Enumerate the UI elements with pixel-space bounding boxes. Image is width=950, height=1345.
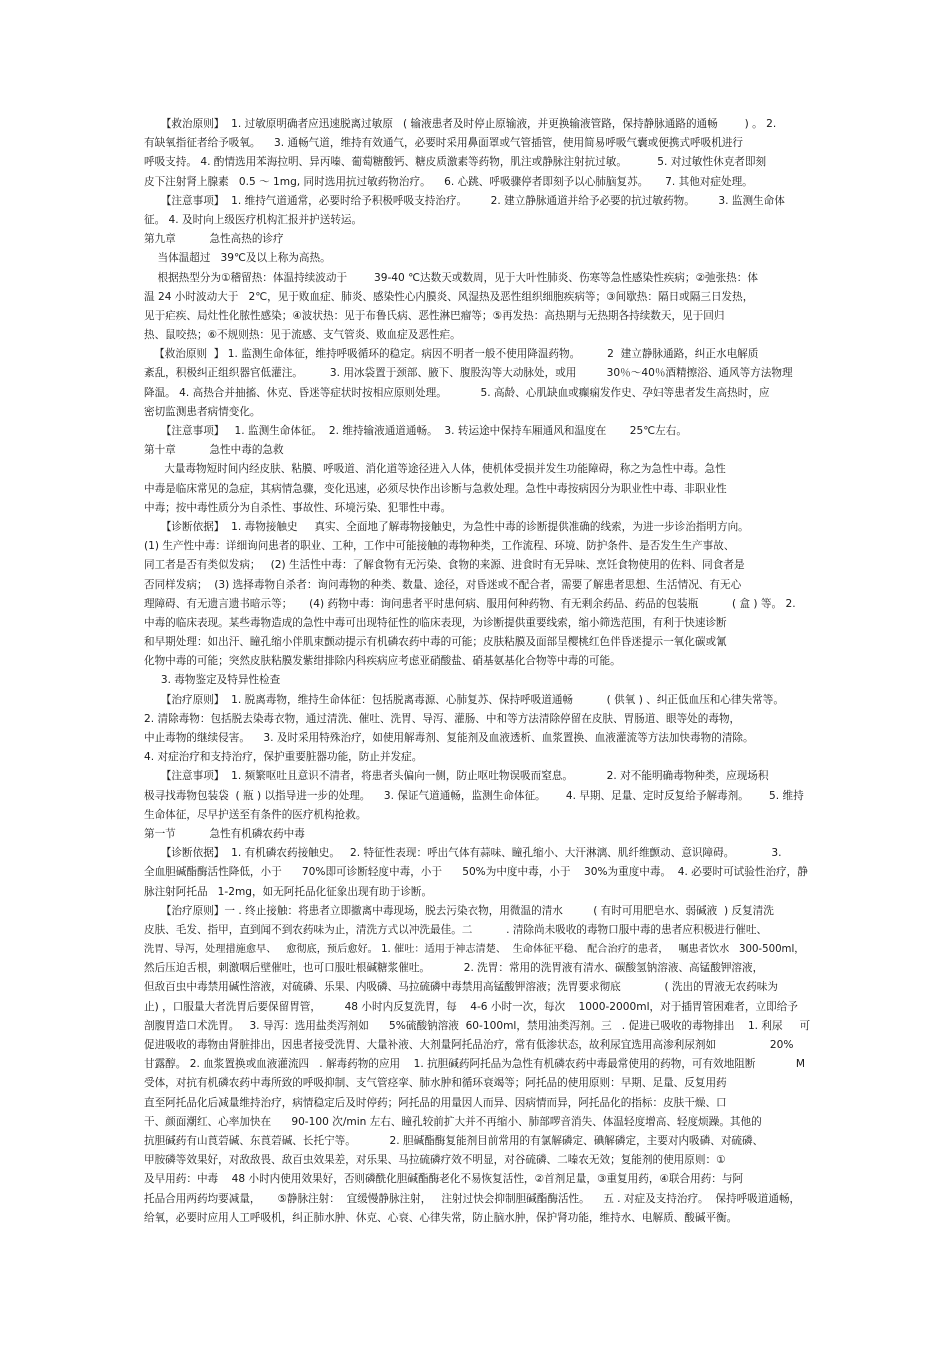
- text-line: 中毒的临床表现。某些毒物造成的急性中毒可出现特征性的临床表现，为诊断提供重要线索，缩小筛选范围，有利于快速诊断: [144, 616, 727, 629]
- text-line: 甘露醇。 2. 血浆置换或血液灌流四 . 解毒药物的应用 1. 抗胆碱药阿托品为急性有机磷农药中毒最常使用的药物，可有效地阻断 M: [144, 1058, 806, 1071]
- text-line: 受体，对抗有机磷农药中毒所致的呼吸抑制、支气管痉挛、肺水肿和循环衰竭等；阿托品的使用原则：早期、足量、反复用药: [144, 1077, 727, 1090]
- text-line: 止) ，口服量大者洗胃后要保留胃管， 48 小时内反复洗胃，每 4-6 小时一次，每次 1000-2000ml，对于插胃管困难者，立即给予: [144, 1000, 798, 1013]
- text-line: 中毒是临床常见的急症，其病情急骤，变化迅速，必须尽快作出诊断与急救处理。急性中毒按病因分为职业性中毒、非职业性: [144, 482, 727, 495]
- text-line: (1) 生产性中毒：详细询问患者的职业、工种，工作中可能接触的毒物种类，工作流程、环境、防护条件、是否发生生产事故、: [144, 540, 735, 553]
- text-line: 见于疟疾、局灶性化脓性感染；④波状热：见于布鲁氏病、恶性淋巴瘤等；⑤再发热：高热期与无热期各持续数天，见于回归: [144, 309, 725, 322]
- text-line: 直至阿托品化后减量维持治疗，病情稳定后及时停药；阿托品的用量因人而异、因病情而异，阿托品化的指标：皮肤干燥、口: [144, 1096, 727, 1109]
- text-line: 化物中毒的可能；突然皮肤粘膜发紫绀排除内科疾病应考虑亚硝酸盐、硝基氨基化合物等中毒的可能。: [144, 655, 621, 668]
- text-line: 干、颜面潮红、心率加快在 90-100 次/min 左右、瞳孔较前扩大并不再缩小、肺部啰音消失、体温轻度增高、轻度烦躁。其他的: [144, 1115, 762, 1128]
- text-line: 托品合用两药均要减量， ⑤静脉注射： 宜缓慢静脉注射， 注射过快会抑制胆碱酯酶活性。 五 . 对症及支持治疗。 保持呼吸道通畅，: [144, 1192, 801, 1205]
- text-line: 【救治原则 】 1. 监测生命体征，维持呼吸循环的稳定。病因不明者一般不使用降温药物。 2 建立静脉通路，纠正水电解质: [144, 348, 759, 361]
- text-line: 皮下注射肾上腺素 0.5 ～ 1mg, 同时选用抗过敏药物治疗。 6. 心跳、呼吸骤停者即刻予以心肺脑复苏。 7. 其他对症处理。: [144, 175, 753, 188]
- text-line: 2. 清除毒物：包括脱去染毒衣物，通过清洗、催吐、洗胃、导泻、灌肠、中和等方法清除停留在皮肤、胃肠道、眼等处的毒物，: [144, 712, 741, 725]
- text-line: 温 24 小时波动大于 2℃，见于败血症、肺炎、感染性心内膜炎、风湿热及恶性组织细胞疾病等；③间歇热：隔日或隔三日发热，: [144, 290, 754, 303]
- text-line: 4. 对症治疗和支持治疗，保护重要脏器功能，防止并发症。: [144, 751, 423, 764]
- text-line: 【治疗原则】一 . 终止接触：将患者立即撤离中毒现场，脱去污染衣物，用微温的清水 ( 有时可用肥皂水、弱碱液 ) 反复清洗: [144, 904, 774, 917]
- text-line: 第十章 急性中毒的急救: [144, 444, 284, 457]
- text-line: 和早期处理：如出汗、瞳孔缩小伴肌束颤动提示有机磷农药中毒的可能；皮肤粘膜及面部呈樱桃红色伴昏迷提示一氧化碳或氰: [144, 636, 727, 649]
- text-line: 极寻找毒物包装袋 ( 瓶 ) 以指导进一步的处理。 3. 保证气道通畅，监测生命体征。 4. 早期、足量、定时反复给予解毒剂。 5. 维持: [144, 789, 804, 802]
- text-line: 洗胃、导泻，处理措施愈早、 愈彻底，预后愈好。 1. 催吐：适用于神志清楚、 生命体征平稳、 配合治疗的患者， 嘱患者饮水 300-500ml，: [144, 944, 805, 956]
- text-line: 皮肤、毛发、指甲，直到闻不到农药味为止，清洗方式以冲洗最佳。二 . 清除尚未吸收的毒物口服中毒的患者应积极进行催吐、: [144, 923, 768, 936]
- text-line: 【治疗原则】 1. 脱离毒物，维持生命体征：包括脱离毒源、心肺复苏、保持呼吸道通畅 ( 供氧 ) 、纠正低血压和心律失常等。: [144, 693, 784, 706]
- text-line: 抗胆碱药有山莨菪碱、东莨菪碱、长托宁等。 2. 胆碱酯酶复能剂目前常用的有氯解磷定、碘解磷定，主要对内吸磷、对硫磷、: [144, 1134, 764, 1147]
- text-line: 【诊断依据】 1. 有机磷农药接触史。 2. 特征性表现：呼出气体有蒜味、瞳孔缩小、大汗淋漓、肌纤维颤动、意识障碍。 3.: [144, 847, 782, 860]
- text-line: 全血胆碱酯酶活性降低，小于 70%即可诊断轻度中毒，小于 50%为中度中毒，小于 30%为重度中毒。 4. 必要时可试验性治疗，静: [144, 866, 808, 879]
- text-line: 【注意事项】 1. 频繁呕吐且意识不清者，将患者头偏向一侧，防止呕吐物误吸而窒息。 2. 对不能明确毒物种类，应现场积: [144, 770, 769, 783]
- text-line: 但敌百虫中毒禁用碱性溶液，对硫磷、乐果、内吸磷、马拉硫磷中毒禁用高锰酸钾溶液；洗胃要求彻底 ( 洗出的胃液无农药味为: [144, 981, 778, 994]
- text-line: 理障碍、有无遗言遗书暗示等； (4) 药物中毒：询问患者平时患何病、服用何种药物、有无剩余药品、药品的包装瓶 ( 盒 ) 等。 2.: [144, 597, 796, 610]
- text-line: 第九章 急性高热的诊疗: [144, 233, 284, 246]
- text-line: 根据热型分为①稽留热：体温持续波动于 39-40 ℃达数天或数周，见于大叶性肺炎、伤寒等急性感染性疾病；②弛张热：体: [144, 271, 758, 284]
- text-line: 紊乱，积极纠正组织器官低灌注。 3. 用冰袋置于颈部、腋下、腹股沟等大动脉处，或用 30％～40％酒精擦浴、通风等方法物理: [144, 367, 793, 380]
- text-line: 剖腹胃造口术洗胃。 3. 导泻：选用盐类泻剂如 5%硫酸钠溶液 60-100ml，禁用油类泻剂。三 . 促进已吸收的毒物排出 1. 利尿 可: [144, 1019, 811, 1032]
- text-line: 同工者是否有类似发病； (2) 生活性中毒：了解食物有无污染、食物的来源、进食时有无异味、烹饪食物使用的佐料、同食者是: [144, 559, 745, 572]
- text-line: 第一节 急性有机磷农药中毒: [144, 827, 305, 840]
- text-line: 给氧，必要时应用人工呼吸机，纠正肺水肿、休克、心衰、心律失常，防止脑水肿，保护肾功能，维持水、电解质、酸碱平衡。: [144, 1211, 738, 1224]
- text-line: 3. 毒物鉴定及特异性检查: [144, 674, 281, 687]
- text-line: 有缺氧指征者给予吸氧。 3. 通畅气道，维持有效通气，必要时采用鼻面罩或气管插管，使用简易呼吸气囊或便携式呼吸机进行: [144, 137, 744, 150]
- text-line: 脉注射阿托品 1-2mg，如无阿托品化征象出现有助于诊断。: [144, 885, 433, 898]
- text-line: 中止毒物的继续侵害。 3. 及时采用特殊治疗，如使用解毒剂、复能剂及血液透析、血浆置换、血液灌流等方法加快毒物的清除。: [144, 732, 754, 744]
- text-line: 及早用药：中毒 48 小时内使用效果好，否则磷酰化胆碱酯酶老化不易恢复活性，②首剂足量，③重复用药，④联合用药：与阿: [144, 1173, 744, 1186]
- text-line: 降温。 4. 高热合并抽搐、休克、昏迷等症状时按相应原则处理。 5. 高龄、心肌缺血或癫痫发作史、孕妇等患者发生高热时，应: [144, 386, 770, 399]
- document-body: [144, 115, 812, 1228]
- text-line: 【注意事项】 1. 监测生命体征。 2. 维持输液通道通畅。 3. 转运途中保持车厢通风和温度在 25℃左右。: [144, 425, 687, 437]
- text-line: 密切监测患者病情变化。: [144, 405, 261, 418]
- text-line: 甲胺磷等效果好，对敌敌畏、敌百虫效果差，对乐果、马拉硫磷疗效不明显，对谷硫磷、二嗪农无效；复能剂的使用原则：①: [144, 1154, 726, 1167]
- text-line: 【注意事项】 1. 维持气道通常，必要时给予积极呼吸支持治疗。 2. 建立静脉通道并给予必要的抗过敏药物。 3. 监测生命体: [144, 194, 785, 207]
- text-line: 生命体征，尽早护送至有条件的医疗机构抢救。: [144, 808, 367, 821]
- text-line: 大量毒物短时间内经皮肤、粘膜、呼吸道、消化道等途径进入人体，使机体受损并发生功能障碍，称之为急性中毒。急性: [144, 463, 726, 476]
- text-line: 【诊断依据】 1. 毒物接触史 真实、全面地了解毒物接触史，为急性中毒的诊断提供准确的线索，为进一步诊治指明方向。: [144, 520, 749, 533]
- text-line: 否同样发病； (3) 选择毒物自杀者：询问毒物的种类、数量、途径，对昏迷或不配合者，需要了解患者思想、生活情况、有无心: [144, 578, 742, 591]
- text-line: 当体温超过 39℃及以上称为高热。: [144, 252, 331, 265]
- text-line: 然后压迫舌根，刺激咽后壁催吐，也可口服吐根碱糖浆催吐。 2. 洗胃：常用的洗胃液有清水、碳酸氢钠溶液、高锰酸钾溶液，: [144, 962, 764, 975]
- text-line: 促进吸收的毒物由肾脏排出，因患者接受洗胃、大量补液、大剂量阿托品治疗，常有低渗状态，故利尿宜选用高渗利尿剂如 20%: [144, 1039, 794, 1051]
- text-line: 呼吸支持。 4. 酌情选用苯海拉明、异丙嗪、葡萄糖酸钙、糖皮质激素等药物，肌注或静脉注射抗过敏。 5. 对过敏性休克者即刻: [144, 156, 767, 169]
- text-line: 热、鼠咬热；⑥不规则热：见于流感、支气管炎、败血症及恶性疟。: [144, 329, 461, 342]
- text-line: 征。 4. 及时向上级医疗机构汇报并护送转运。: [144, 213, 363, 226]
- text-line: 【救治原则】 1. 过敏原明确者应迅速脱离过敏原 ( 输液患者及时停止原输液，并更换输液管路，保持静脉通路的通畅 ) 。 2.: [144, 118, 777, 130]
- text-line: 中毒；按中毒性质分为自杀性、事故性、环境污染、犯罪性中毒。: [144, 501, 452, 514]
